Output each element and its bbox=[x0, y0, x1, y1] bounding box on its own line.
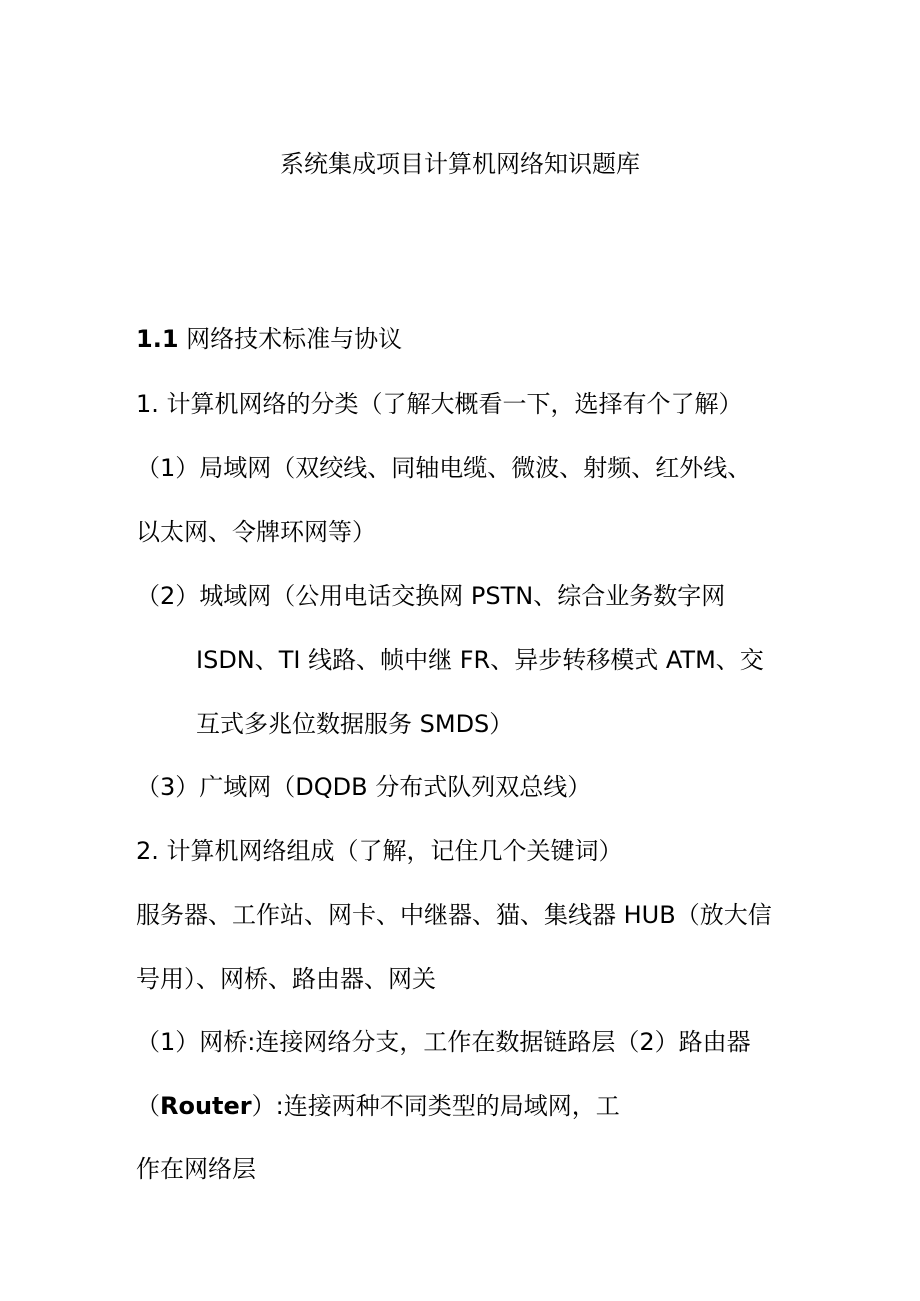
paragraph-line: 作在网络层 bbox=[136, 1155, 256, 1183]
router-open-paren: （ bbox=[136, 1092, 160, 1120]
router-line bbox=[136, 1088, 620, 1124]
paragraph-line: （1）局域网（双绞线、同轴电缆、微波、射频、红外线、 bbox=[136, 454, 752, 482]
section-title: 网络技术标准与协议 bbox=[186, 325, 403, 353]
paragraph-line: 以太网、令牌环网等） bbox=[136, 518, 376, 546]
router-close-paren: ） bbox=[251, 1092, 276, 1120]
section-heading bbox=[136, 321, 402, 357]
paragraph-line: 1. 计算机网络的分类（了解大概看一下，选择有个了解） bbox=[136, 390, 743, 418]
section-number: 1.1 bbox=[136, 325, 179, 353]
router-description: :连接两种不同类型的局域网，工 bbox=[275, 1092, 620, 1120]
paragraph-line: （3）广域网（DQDB 分布式队列双总线） bbox=[136, 773, 592, 801]
paragraph-line: 号用）、网桥、路由器、网关 bbox=[136, 965, 436, 993]
paragraph-line: （2）城域网（公用电话交换网 PSTN、综合业务数字网 bbox=[136, 582, 726, 610]
document-title: 系统集成项目计算机网络知识题库 bbox=[280, 150, 640, 178]
paragraph-line: 互式多兆位数据服务 SMDS） bbox=[196, 710, 514, 738]
paragraph-line: 服务器、工作站、网卡、中继器、猫、集线器 HUB（放大信 bbox=[136, 901, 772, 929]
paragraph-line: （1）网桥:连接网络分支，工作在数据链路层（2）路由器 bbox=[136, 1028, 751, 1056]
router-term: Router bbox=[160, 1092, 252, 1120]
paragraph-line: 2. 计算机网络组成（了解，记住几个关键词） bbox=[136, 837, 623, 865]
paragraph-line: ISDN、TI 线路、帧中继 FR、异步转移模式 ATM、交 bbox=[196, 646, 764, 674]
